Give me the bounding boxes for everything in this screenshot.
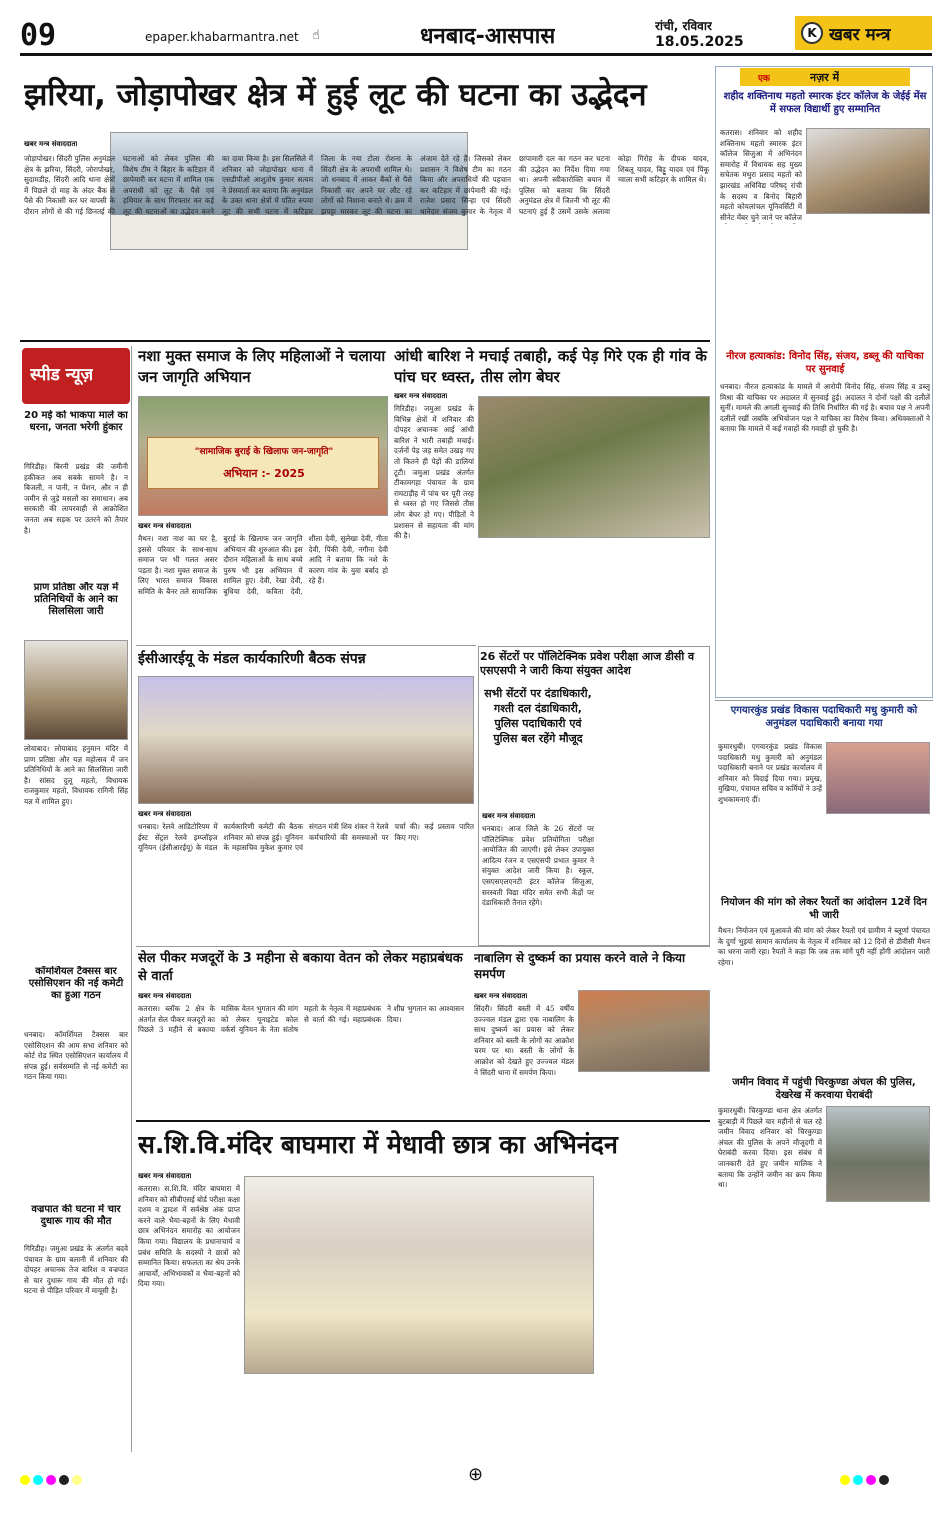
site-link[interactable]: epaper.khabarmantra.net bbox=[145, 30, 299, 44]
pravesh-body: धनबाद। आज जिले के 26 सेंटरों पर पॉलिटेक्निक प्रवेश प्रतियोगिता परीक्षा आयोजित की जाएगी। इसे लेकर उपायुक्त आदित्य रंजन व एसएसपी प्रभात कुमार ने संयुक्त आदेश जारी किया है। स्कूल, एसएसएलएनटी इंटर कॉलेज सिजुआ, सरस्वती विद्या मंदिर समेत सभी केंद्रों पर दंडाधिकारी तैनात रहेंगे। bbox=[482, 824, 594, 908]
nazar-tag-label: नज़र में bbox=[810, 71, 840, 84]
madhu-body: कुमारधुबी। एगयारकुंड प्रखंड विकास पदाधिकारी मधु कुमारी को अनुमंडल पदाधिकारी बनाने पर प्रखंड कार्यालय में शनिवार को विदाई दिया गया। प्रमुख, मुखिया, पंचायत सचिव व कर्मियों ने उन्हें शुभकामनाएं दीं। bbox=[718, 742, 822, 804]
iseru-dateline: खबर मन्त्र संवाददाता bbox=[138, 810, 192, 818]
abhinandan-body-bottom bbox=[244, 1380, 594, 1446]
header-bar bbox=[20, 14, 932, 56]
niyojan-body: मैथन। नियोजन एवं मुआवजे की मांग को लेकर रैयतों एवं ग्रामीण ने ब्लूर्णा पंचायत के दुर्गा भुइयां सामान कार्यालय के नेतृत्व में शनिवार को 12 दिनों से डीवीसी मैथन का धरना जारी रहा। रैयतों ने कहा कि जब तक मांगें पूरी नहीं होंगी आंदोलन जारी रहेगा। bbox=[718, 926, 930, 967]
nazar-tag bbox=[740, 68, 910, 86]
aandhi-body-cont bbox=[478, 542, 710, 640]
brand-box bbox=[795, 16, 932, 50]
iseru-body: धनबाद। रेलवे आडिटोरियम में ईस्ट सेंट्रल रेलवे इम्प्लॉइज यूनियन (ईसीआरईयू) के मंडल कार्यकारिणी कमेटी की बैठक शनिवार को संपन्न हुई। यूनियन के महासचिव मुकेश कुमार एवं संगठन मंत्री शिव शंकर ने रेलवे कर्मचारियों की समस्याओं पर चर्चा की। कई प्रस्ताव पारित किए गए। bbox=[138, 822, 474, 853]
niyojan-headline: नियोजन की मांग को लेकर रैयतों का आंदोलन 12वें दिन भी जारी bbox=[721, 897, 927, 921]
main-headline: झरिया, जोड़ापोखर क्षेत्र में हुई लूट की घटना का उद्भेदन bbox=[24, 77, 647, 113]
speed-body-3: धनबाद। कॉमर्शियल टैक्सस बार एसोसिएशन की आम सभा शनिवार को कोर्ट रोड स्थित एसोसिएशन कार्यालय में संपन्न हुई। सर्वसम्मति से नई कमेटी का गठन किया गया। bbox=[24, 1030, 128, 1082]
nazar-body: कतरास। शनिवार को शहीद शक्तिनाथ महतो स्मारक इंटर कॉलेज सिजुआ में अभिनंदन समारोह में विधायक सह मुख्य सचेतक मथुरा प्रसाद महतो को झारखंड अधिविद्य परिषद् रांची के सदस्य व बिनोद बिहारी महतो कोयलांचल यूनिवर्सिटी में सीनेट मेंबर चुने जाने पर कॉलेज bbox=[720, 128, 802, 222]
brand-name: खबर मन्त्र bbox=[829, 25, 891, 45]
pravesh-boxed: सभी सेंटरों पर दंडाधिकारी, गश्ती दल दंडाधिकारी, पुलिस पदाधिकारी एवं पुलिस बल रहेंगे मौजूद bbox=[484, 687, 592, 745]
rule-right bbox=[715, 700, 933, 701]
footer-mark-icon: ⊕ bbox=[468, 1464, 484, 1485]
jameen-body: कुमारधुबी। चिरकुण्डा थाना क्षेत्र अंतर्गत बुटबाड़ी में पिछले चार महीनों से चल रहे जमीन विवाद शनिवार को चिरकुण्डा अंचल की पुलिस के अपने मौजूदगी में घेराबंदी करवा दिया। इस संबंध में जानकारी देते हुए जमीन मालिक ने बताया कि उन्होंने जमीन का क्रय किया था। bbox=[718, 1106, 822, 1190]
registration-dots-right bbox=[840, 1470, 892, 1489]
speed-news-title: स्पीड न्यूज़ bbox=[30, 365, 94, 385]
main-story-body: जोड़ापोखर। सिंदरी पुलिस अनुमंडल क्षेत्र के झरिया, सिंदरी, जोरापोखर, सुदामडीह, सिंदरी आदि थाना क्षेत्रों में पिछले दो माह के अंदर बैंक से पैसे की निकासी कर घर वापसी के दौरान लोगों से की गई छिनतई की घटनाओं को लेकर पुलिस की विशेष टीम ने बिहार के कटिहार में छापेमारी कर घटना में शामिल एक अपराधी को लूट के पैसे एवं हथियार के साथ गिरफ्तार कर कई लूट की घटनाओं का उद्भेदन करने का दावा किया है। इस सिलसिले में शनिवार को जोड़ापोखर थाना में एसडीपीओ आशुतोष कुमार सत्यम ने प्रेसवार्ता कर बताया कि अनुमंडल के उक्त थाना क्षेत्रों में पतित रुपया लूट की सभी घटना में कटिहार जिला के नया टोला रोशना के सिंदरी क्षेत्र के अपराधी शामिल थे। जो धनबाद में आकर बैंकों से पैसे निकासी कर अपने घर लौट रहे लोगों को निशाना बनाते थे। क्रम में झपट्टा मारकर लूट की घटना का अंजाम देते रहे हैं। जिसको लेकर प्रशासन ने विशेष टीम का गठन किया और अपराधियों की पहचान कर कटिहार में छापेमारी की गई। राजेश प्रसाद सिन्हा एवं सिंदरी थानेदार संजय कुमार के नेतृत्व में छापामारी दल का गठन कर घटना की उद्भेदन का निर्देश दिया गया था। अपनी स्वीकारोक्ति बयान में पुलिस को बताया कि सिंदरी अनुमंडल क्षेत्र में जितनी भी लूट की घटनाएं हुई हैं उसमें उसके अलावा कोड़ा गिरोह के दीपक यादव, शिबलू यादव, बिट्टू यादव एवं पिंकू ग्वाला सभी कटिहार के शामिल थे। bbox=[24, 154, 709, 216]
pravesh-body-cont bbox=[598, 686, 708, 942]
speed-headline-3: कॉमर्शियल टैक्सस बार एसोसिएशन की नई कमेटी का हुआ गठन bbox=[28, 966, 124, 1001]
rule-bottom bbox=[136, 1120, 710, 1122]
nabalig-headline: नाबालिग से दुष्कर्म का प्रयास करने वाले ने किया समर्पण bbox=[474, 951, 686, 981]
nazar-headline: शहीद शक्तिनाथ महतो स्मारक इंटर कॉलेज के जेईई मेंस में सफल विद्यार्थी हुए सम्मानित bbox=[723, 91, 927, 115]
rule-mid bbox=[136, 645, 476, 646]
dateline: खबर मन्त्र संवाददाता bbox=[24, 140, 78, 148]
rule-low bbox=[136, 946, 710, 947]
aandhi-headline: आंधी बारिश ने मचाई तबाही, कई पेड़ गिरे एक ही गांव के पांच घर ध्वस्त, तीस लोग बेघर bbox=[394, 347, 707, 386]
pravesh-dateline: खबर मन्त्र संवाददाता bbox=[482, 812, 536, 820]
fallen-tree-photo bbox=[478, 396, 710, 538]
nazar-sub-headline: नीरज हत्याकांड: विनोद सिंह, संजय, डब्लू की याचिका पर सुनवाई bbox=[726, 351, 924, 375]
brand-logo-icon: K bbox=[801, 22, 823, 44]
registration-dots-left bbox=[20, 1470, 85, 1489]
sale-body: कतरास। ब्लॉक 2 क्षेत्र के अंतर्गत सेल पीकर मजदूरों का पिछले 3 महीने से बकाया मासिक वेतन भुगतान की मांग को लेकर यूनाइटेड कोल वर्कर्स यूनियन के नेता संतोष महतो के नेतृत्व में महाप्रबंधक से वार्ता की गई। महाप्रबंधक ने शीघ्र भुगतान का आश्वासन दिया। bbox=[138, 1004, 464, 1035]
nazar-body-cont bbox=[720, 224, 930, 344]
abhinandan-body-cont bbox=[598, 1176, 710, 1446]
aandhi-dateline: खबर मन्त्र संवाददाता bbox=[394, 392, 448, 400]
speed-headline-2: प्राण प्रतिष्ठा और यज्ञ में प्रतिनिधियों के आने का सिलसिला जारी bbox=[33, 582, 119, 617]
speed-body-4: गिरिडीह। जमुआ प्रखंड के अंतर्गत बदवे पंचायत के ग्राम बलानी में शनिवार की दोपहर अचानक तेज बारिश व वज्रपात से चार दुधारू गाय की मौत हो गई। घटना से पीड़ित परिवार में मायूसी है। bbox=[24, 1244, 128, 1296]
abhinandan-dateline: खबर मन्त्र संवाददाता bbox=[138, 1172, 192, 1180]
issue-date: 18.05.2025 bbox=[655, 34, 744, 50]
abhinandan-body: कतरास। स.शि.वि. मंदिर बाघमारा में शनिवार को सीबीएसई बोर्ड परीक्षा कक्षा दशम व द्वादश में सर्वश्रेष्ठ अंक प्राप्त करने वाले भैया-बहनों के लिए मेधावी छात्र अभिनंदन समारोह का आयोजन किया गया। विद्यालय के प्रधानाचार्य व प्रबंध समिति के सदस्यों ने छात्रों को सम्मानित किया। सफलता का श्रेय उनके आचार्यों, अभिभावकों व भैया-बहनों को दिया गया। bbox=[138, 1184, 240, 1289]
crowd-photo bbox=[578, 990, 710, 1072]
iseru-headline: ईसीआरईयू के मंडल कार्यकारिणी बैठक संपन्न bbox=[138, 651, 366, 667]
section-title: धनबाद-आसपास bbox=[420, 24, 556, 49]
rally-banner bbox=[147, 437, 379, 489]
nabalig-dateline: खबर मन्त्र संवाददाता bbox=[474, 992, 528, 1000]
speed-headline-4: वज्रपात की घटना में चार दुधारू गाय की मौत bbox=[31, 1204, 121, 1227]
cursor-icon: ☝ bbox=[312, 28, 320, 43]
nabalig-body: सिंदरी। सिंदरी बस्ती में 45 वर्षीय उज्ज्वल मंडल द्वारा एक नाबालिग के साथ दुष्कर्म का प्रयास को लेकर शनिवार को बस्ती के लोगों का आक्रोश चरम पर था। बस्ती के लोगों के आक्रोश को देखते हुए उज्ज्वल मंडल ने सिंदरी थाना में समर्पण किया। bbox=[474, 1004, 574, 1077]
abhinandan-headline: स.शि.वि.मंदिर बाघमारा में मेधावी छात्र का अभिनंदन bbox=[138, 1130, 618, 1159]
sale-headline: सेल पीकर मजदूरों के 3 महीना से बकाया वेतन को लेकर महाप्रबंधक से वार्ता bbox=[138, 951, 463, 984]
nazar-sub-body: धनबाद। नीरज हत्याकांड के मामले में आरोपी विनोद सिंह, संजय सिंह व डब्लू मिश्रा की याचिका पर अदालत में सुनवाई हुई। अदालत ने दोनों पक्षों की दलीलें सुनीं। मामले की अगली सुनवाई की तिथि निर्धारित की गई है। बचाव पक्ष ने अपनी दलीलें रखीं जबकि अभियोजन पक्ष ने याचिका का विरोध किया। अधिवक्ताओं ने बताया कि मामले में कई गवाहों की गवाही हो चुकी है। bbox=[720, 382, 930, 434]
award-photo bbox=[806, 128, 930, 214]
page-number: 09 bbox=[20, 18, 57, 53]
students-photo bbox=[244, 1176, 594, 1374]
speed-body-2: लोयाबाद। लोयाबाद हनुमान मंदिर में प्राण प्रतिष्ठा और यज्ञ महोत्सव में जन प्रतिनिधियों के आने का सिलसिला जारी है। सांसद दुलू महतो, विधायक राजकुमार महतो, विधायक रागिनी सिंह यज्ञ में शामिल हुए। bbox=[24, 744, 128, 806]
nasha-body: मैथन। नशा नाश का घर है, इससे परिवार के साथ-साथ समाज पर भी गलत असर पड़ता है। नशा मुक्त समाज के लिए भारत समाज विकास समिति के बैनर तले सामाजिक बुराई के खिलाफ जन जागृति अभियान की शुरुआत की। इस दौरान महिलाओं के साथ बच्चे पुरुष भी इस अभियान में शामिल हुए। देवी, रेखा देवी, बुधिया देवी, कविता देवी, शीला देवी, सुलेखा देवी, गीता देवी, पिंकी देवी, नगीना देवी आदि ने बताया कि नशे के कारण गांव के युवा बर्बाद हो रहे हैं। bbox=[138, 534, 388, 596]
sale-dateline: खबर मन्त्र संवाददाता bbox=[138, 992, 192, 1000]
aandhi-body: गिरिडीह। जमुआ प्रखंड के विभिन्न क्षेत्रों में शनिवार की दोपहर अचानक आई आंधी बारिश ने भारी तबाही मचाई। दर्जनों पेड़ जड़ समेत उखड़ गए तो कितने ही पेड़ों की डालियां टूटी। जमुआ प्रखंड अंतर्गत टीकामगहा पंचायत के ग्राम रामटाड़ीह में पांच घर पूरी तरह से ध्वस्त हो गए जिससे तीस लोग बेघर हो गए। पीड़ितों ने प्रशासन से सहायता की मांग की है। bbox=[394, 404, 474, 541]
nasha-headline: नशा मुक्त समाज के लिए महिलाओं ने चलाया जन जागृति अभियान bbox=[138, 347, 386, 386]
meeting-photo bbox=[138, 676, 474, 804]
footer-bar bbox=[20, 1462, 932, 1492]
nasha-dateline: खबर मन्त्र संवाददाता bbox=[138, 522, 192, 530]
nazar-tag-ek: एक bbox=[758, 74, 770, 84]
police-photo bbox=[826, 1106, 930, 1202]
city-day: रांची, रविवार bbox=[655, 19, 712, 33]
main-story-rule bbox=[20, 340, 710, 342]
banner-title: "सामाजिक बुराई के खिलाफ जन-जागृति" bbox=[194, 447, 334, 457]
speed-headline-1: 20 मई को भाकपा माले का धरना, जनता भरेगी हुंकार bbox=[24, 410, 128, 433]
speed-body-1: गिरिडीह। बिरनी प्रखंड की जमीनी हकीकत अब सबके सामने है। न बिजली, न पानी, न पेंशन, और न ही जमीन से जुड़े मसलों का समाधान। अब सरकारी की लापरवाही से आक्रोशित जनता अब सड़क पर उतरने को तैयार है। bbox=[24, 462, 128, 535]
rally-photo bbox=[138, 396, 388, 516]
speed-news-logo bbox=[22, 348, 130, 404]
pravesh-headline: 26 सेंटरों पर पॉलिटेक्निक प्रवेश परीक्षा आज डीसी व एसएसपी ने जारी किया संयुक्त आदेश bbox=[480, 650, 695, 677]
temple-photo bbox=[24, 640, 128, 740]
banner-sub: अभियान :- 2025 bbox=[223, 467, 305, 480]
farewell-photo bbox=[826, 742, 930, 814]
jameen-headline: जमीन विवाद में पहुंची चिरकुण्डा अंचल की पुलिस, देखरेख में करवाया घेराबंदी bbox=[732, 1077, 916, 1101]
madhu-headline: एगयारकुंड प्रखंड विकास पदाधिकारी मधु कुमारी को अनुमंडल पदाधिकारी बनाया गया bbox=[730, 705, 918, 729]
